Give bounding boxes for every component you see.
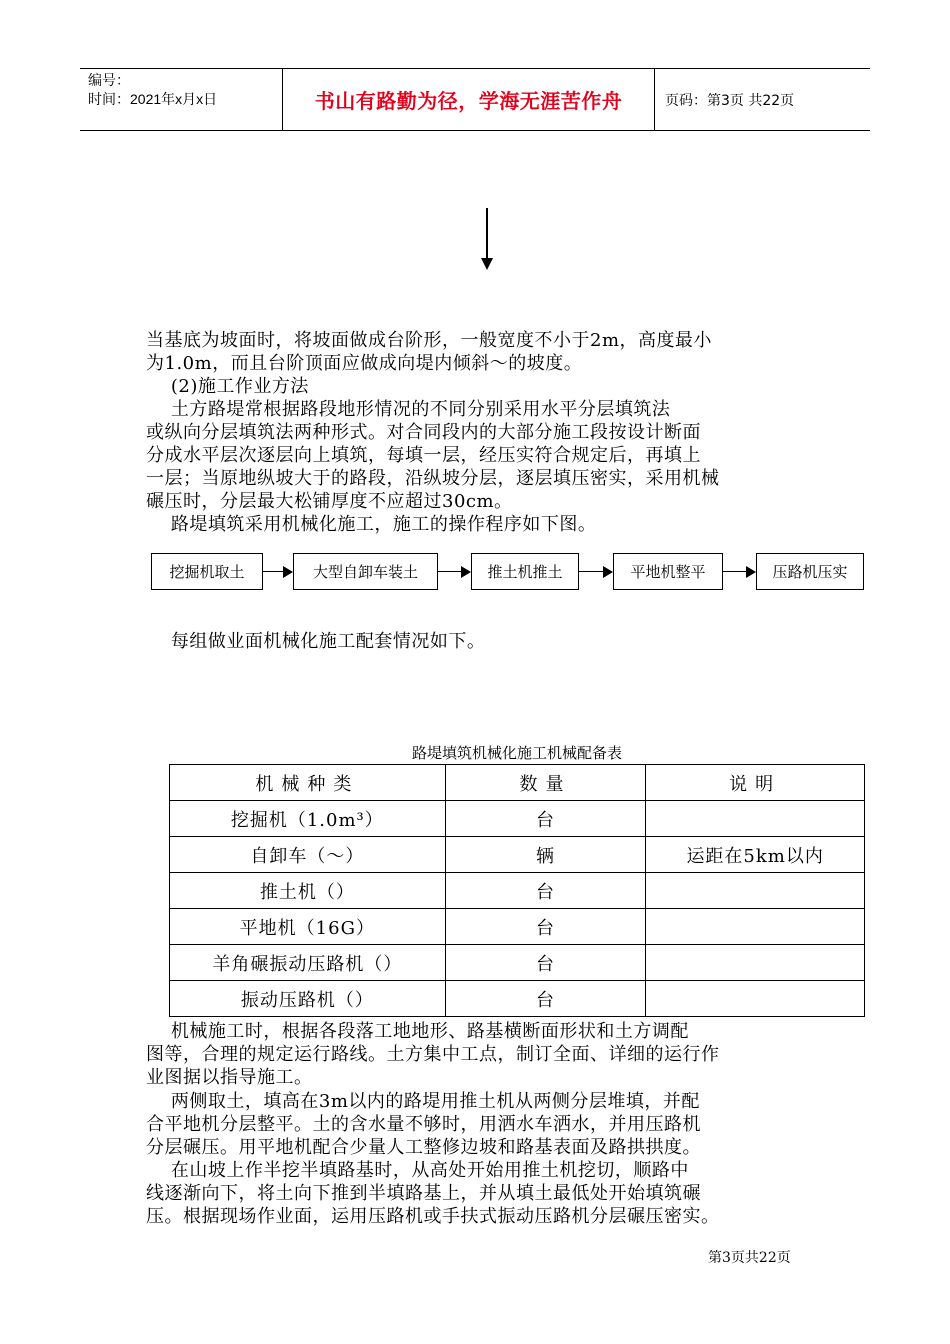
flow-arrow-line	[579, 571, 603, 572]
table-cell: 平地机（16G）	[170, 909, 446, 945]
table-row	[170, 801, 865, 837]
column-header: 机械种类	[170, 765, 446, 801]
header-page-number: 页码：第3页 共22页	[665, 92, 795, 109]
header-meta	[88, 71, 217, 109]
table-cell	[646, 873, 865, 909]
right-arrow-icon	[746, 566, 756, 578]
flow-step-excavator: 挖掘机取土	[151, 553, 263, 590]
page-header	[80, 68, 870, 131]
table-row	[170, 909, 865, 945]
table-caption: 路堤填筑机械化施工机械配备表	[411, 744, 622, 762]
table-row	[170, 945, 865, 981]
table-cell: 羊角碾振动压路机（）	[170, 945, 446, 981]
table-cell: 挖掘机（1.0m³）	[170, 801, 446, 837]
down-arrow-icon	[481, 258, 493, 270]
column-header: 说明	[646, 765, 865, 801]
header-motto: 书山有路勤为径，学海无涯苦作舟	[314, 89, 623, 113]
table-cell: 推土机（）	[170, 873, 446, 909]
right-arrow-icon	[461, 566, 471, 578]
table-cell: 自卸车（～）	[170, 837, 446, 873]
flow-arrow-line	[263, 571, 283, 572]
flow-arrow-line	[438, 571, 461, 572]
flow-arrow-line	[723, 571, 746, 572]
table-cell	[646, 945, 865, 981]
paragraph-fill-method: 土方路堤常根据路段地形情况的不同分别采用水平分层填筑法 或纵向分层填筑法两种形式。对合同段内的大部分施工段按设计断面 分成水平层次逐层向上填筑，每填一层，经压实符合规定后，再填上 一层；当原地纵坡大于的路段，沿纵坡分层，逐层填压密实，采用机械 碾压时，分层最大松铺厚度不应超过30cm。	[146, 399, 720, 512]
right-arrow-icon	[283, 566, 293, 578]
table-cell: 台	[445, 981, 646, 1017]
table-cell: 振动压路机（）	[170, 981, 446, 1017]
table-cell: 运距在5km以内	[646, 837, 865, 873]
table-cell: 台	[445, 873, 646, 909]
flow-step-bulldozer: 推土机推土	[471, 553, 579, 590]
paragraph-slope-base: 当基底为坡面时，将坡面做成台阶形，一般宽度不小于2m，高度最小 为1.0m，而且台阶顶面应做成向堤内倾斜～的坡度。	[146, 330, 713, 374]
table-cell: 台	[445, 945, 646, 981]
footer-page-number: 第3页共22页	[708, 1250, 791, 1266]
column-header: 数量	[445, 765, 646, 801]
flow-step-dump-truck: 大型自卸车装土	[293, 553, 438, 590]
table-cell: 辆	[445, 837, 646, 873]
paragraph-side-borrow: 两侧取土，填高在3m以内的路堤用推土机从两侧分层堆填，并配 合平地机分层整平。土的含水量不够时，用洒水车洒水，并用压路机 分层碾压。用平地机配合少量人工整修边坡和路基表面及路拱拱度。	[146, 1091, 701, 1158]
table-cell	[646, 981, 865, 1017]
paragraph-equipment-intro: 每组做业面机械化施工配套情况如下。	[146, 631, 486, 652]
paragraph-machine-construction: 机械施工时，根据各段落工地地形、路基横断面形状和土方调配 图等，合理的规定运行路线。土方集中工点，制订全面、详细的运行作 业图据以指导施工。	[146, 1021, 720, 1088]
section-heading-method: (2)施工作业方法	[146, 376, 309, 397]
table-cell: 台	[445, 909, 646, 945]
header-divider	[654, 69, 655, 130]
header-number: 编号：	[88, 72, 130, 88]
table-row	[170, 837, 865, 873]
table-cell	[646, 801, 865, 837]
table-cell: 台	[445, 801, 646, 837]
flow-step-grader: 平地机整平	[613, 553, 723, 590]
table-cell	[646, 909, 865, 945]
table-row	[170, 981, 865, 1017]
table-header-row	[170, 765, 865, 801]
header-date: 时间：2021年x月x日	[88, 91, 218, 107]
table-row	[170, 873, 865, 909]
paragraph-hillside: 在山坡上作半挖半填路基时，从高处开始用推土机挖切，顺路中 线逐渐向下，将土向下推到半填路基上，并从填土最低处开始填筑碾 压。根据现场作业面，运用压路机或手扶式振动压路机分层碾压密实。	[146, 1160, 720, 1227]
paragraph-procedure-intro: 路堤填筑采用机械化施工，施工的操作程序如下图。	[146, 514, 597, 535]
flow-step-roller: 压路机压实	[756, 553, 864, 590]
down-arrow-line	[486, 208, 488, 260]
equipment-table	[169, 764, 865, 1017]
right-arrow-icon	[603, 566, 613, 578]
